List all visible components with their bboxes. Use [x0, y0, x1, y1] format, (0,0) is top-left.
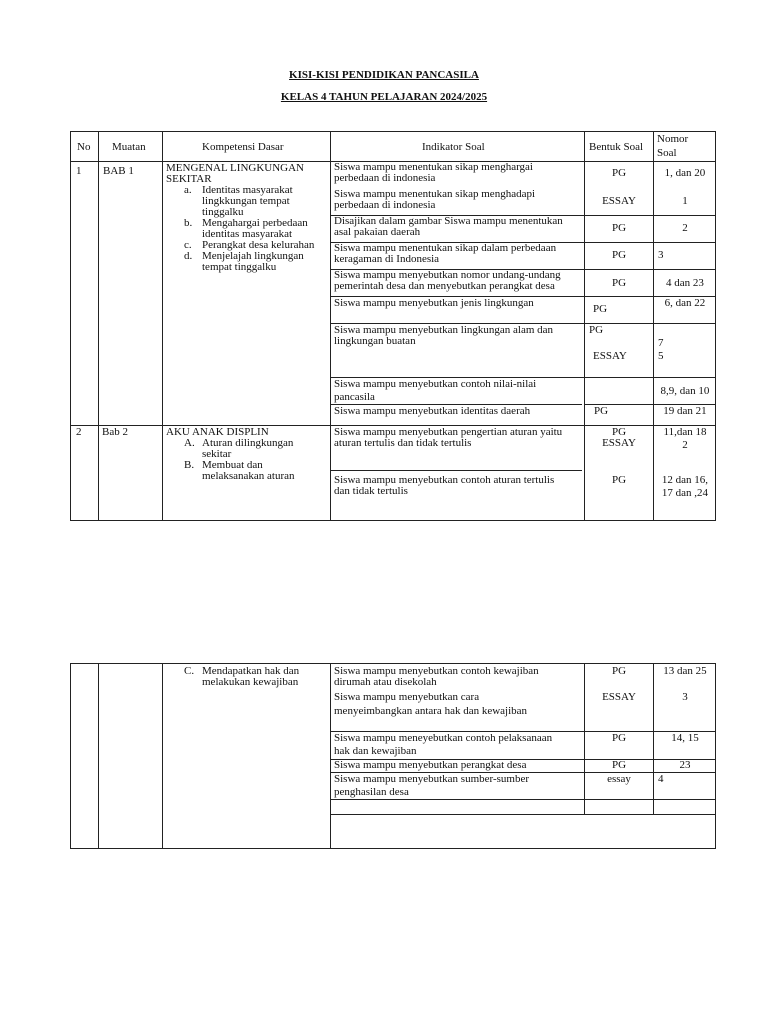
nomor-cell: 13 dan 25	[663, 665, 707, 677]
document-title: KISI-KISI PENDIDIKAN PANCASILA	[289, 69, 479, 81]
kd-item: d. Menjelajah lingkungan tempat tinggalku	[184, 250, 304, 273]
indikator-cell: Siswa mampu menyebutkan sumber-sumber penghasilan desa	[334, 773, 529, 798]
header-muatan: Muatan	[112, 141, 146, 153]
nomor-cell: 8,9, dan 10	[660, 385, 710, 397]
indikator-cell: Siswa mampu menyebutkan lingkungan alam dan lingkungan buatan	[334, 324, 554, 347]
header-kompetensi-dasar: Kompetensi Dasar	[202, 141, 284, 153]
document-subtitle: KELAS 4 TAHUN PELAJARAN 2024/2025	[280, 91, 488, 103]
kd-list	[166, 666, 299, 688]
header-no: No	[77, 141, 91, 153]
kd-list	[166, 185, 314, 273]
kd-cell	[166, 163, 314, 273]
nomor-cell: 2	[682, 222, 688, 234]
nomor-cell: 6, dan 22	[664, 297, 706, 309]
header-indikator-soal: Indikator Soal	[422, 141, 485, 153]
indikator-cell: Siswa mampu menyebutkan contoh aturan tertulis dan tidak tertulis	[334, 474, 555, 497]
nomor-cell: 7	[658, 337, 664, 349]
bentuk-cell: PG	[611, 222, 627, 234]
bentuk-cell: ESSAY	[593, 350, 627, 362]
nomor-cell: 23	[679, 759, 691, 771]
kd-title: SEKITAR	[166, 173, 212, 185]
bentuk-cell: PG	[611, 474, 627, 486]
nomor-cell: 1	[682, 195, 688, 207]
nomor-cell: 4	[658, 773, 664, 785]
indikator-cell: Siswa mampu menyebutkan contoh nilai-nilai pancasila	[334, 378, 537, 403]
kd-list	[166, 438, 295, 482]
nomor-cell: 3	[658, 249, 664, 261]
indikator-cell: Siswa mampu menentukan sikap menghadapi perbedaan di indonesia	[334, 188, 536, 211]
header-bentuk-soal: Bentuk Soal	[589, 141, 644, 153]
indikator-cell: Disajikan dalam gambar Siswa mampu menentukan asal pakaian daerah	[334, 215, 563, 238]
bentuk-cell: PG	[611, 249, 627, 261]
kd-item: c. Perangkat desa kelurahan	[184, 239, 315, 251]
indikator-cell: Siswa mampu menyebutkan contoh kewajiban dirumah atau disekolah	[334, 665, 539, 688]
bentuk-cell: PG	[611, 732, 627, 744]
muatan-cell: Bab 2	[102, 426, 128, 438]
bentuk-cell: PG	[589, 324, 604, 336]
nomor-cell: 1, dan 20	[664, 167, 706, 179]
bentuk-cell: PG	[594, 405, 609, 417]
indikator-cell: Siswa mampu menyebutkan cara menyeimbangkan antara hak dan kewajiban	[334, 691, 528, 717]
bentuk-cell: ESSAY	[602, 195, 636, 207]
kd-item: B. Membuat dan melaksanakan aturan	[184, 459, 295, 482]
kd-item: b. Mengahargai perbedaan identitas masyarakat	[184, 217, 308, 240]
kd-item: C. Mendapatkan hak dan melakukan kewajiban	[184, 665, 300, 688]
bentuk-cell: PG ESSAY	[602, 426, 636, 449]
kd-item: a. Identitas masyarakat lingkkungan tempat tinggalku	[184, 184, 293, 218]
kisi-kisi-table-continued	[70, 663, 716, 849]
nomor-cell: 5	[658, 350, 664, 362]
bentuk-cell: ESSAY	[602, 691, 636, 703]
kd-item: A. Aturan dilingkungan sekitar	[184, 437, 294, 460]
nomor-cell: 19 dan 21	[663, 405, 707, 417]
bentuk-cell: PG	[611, 167, 627, 179]
nomor-cell: 12 dan 16, 17 dan ,24	[661, 474, 709, 499]
nomor-cell: 14, 15	[671, 732, 699, 744]
kd-title: AKU ANAK DISPLIN	[166, 426, 269, 438]
bentuk-cell: PG	[593, 303, 608, 315]
indikator-cell: Siswa mampu menyebutkan pengertian aturan yaitu aturan tertulis dan tidak tertulis	[334, 426, 563, 449]
bentuk-cell: PG	[611, 759, 627, 771]
indikator-cell: Siswa mampu meneyebutkan contoh pelaksanaan hak dan kewajiban	[334, 732, 553, 757]
bentuk-cell: PG	[611, 665, 627, 677]
header-nomor-soal: Nomor Soal	[657, 133, 689, 159]
indikator-cell: Siswa mampu menentukan sikap dalam perbedaan keragaman di Indonesia	[334, 242, 557, 265]
muatan-cell: BAB 1	[103, 165, 134, 177]
nomor-cell: 11,dan 18 2	[663, 426, 707, 451]
indikator-cell: Siswa mampu menyebutkan jenis lingkungan	[334, 297, 534, 309]
indikator-cell: Siswa mampu menyebutkan nomor undang-undang pemerintah desa dan menyebutkan perangkat desa	[334, 269, 561, 292]
row-number: 1	[76, 165, 82, 177]
row-number: 2	[76, 426, 82, 438]
kd-cell	[166, 666, 299, 688]
nomor-cell: 4 dan 23	[666, 277, 704, 289]
kd-title: MENGENAL LINGKUNGAN	[166, 162, 304, 174]
bentuk-cell: essay	[607, 773, 631, 785]
kd-cell	[166, 427, 295, 482]
kisi-kisi-table	[70, 131, 716, 521]
indikator-cell: Siswa mampu menyebutkan identitas daerah	[334, 405, 531, 417]
indikator-cell: Siswa mampu menentukan sikap menghargai perbedaan di indonesia	[334, 161, 533, 184]
nomor-cell: 3	[682, 691, 688, 703]
indikator-cell: Siswa mampu menyebutkan perangkat desa	[334, 759, 527, 771]
bentuk-cell: PG	[611, 277, 627, 289]
